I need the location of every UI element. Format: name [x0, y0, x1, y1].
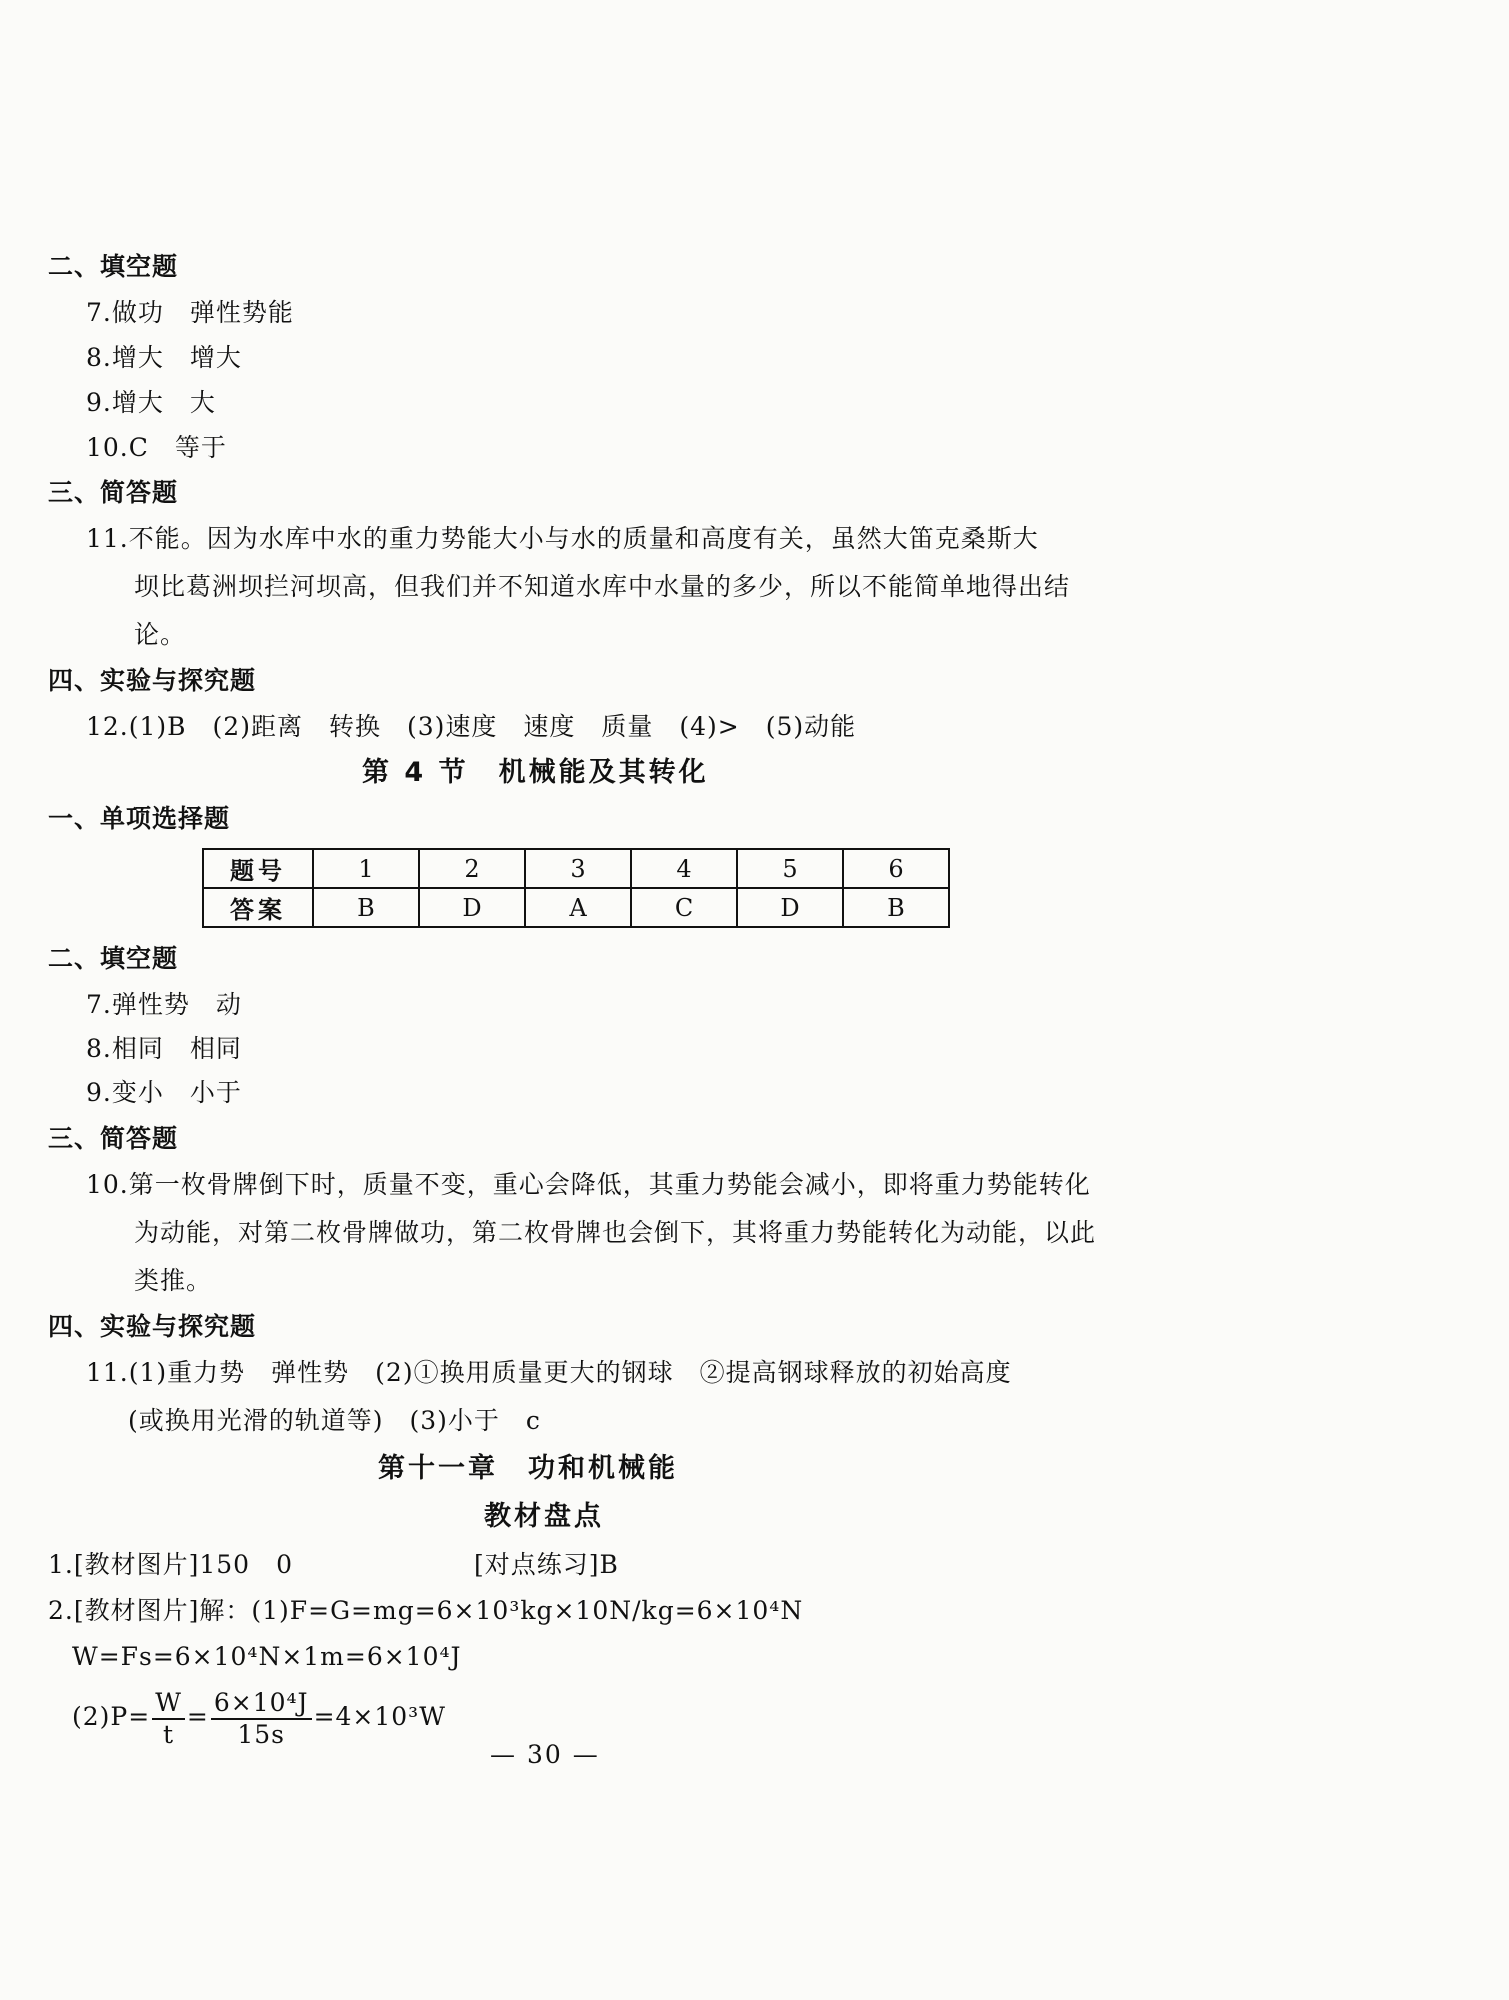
- fraction-numerator: 6×10⁴J: [211, 1688, 312, 1720]
- table-cell: D: [419, 888, 525, 927]
- table-row: [203, 849, 949, 888]
- answer-line: [48, 1594, 803, 1628]
- answer-line: 8.增大 增大: [86, 343, 242, 372]
- table-cell: B: [843, 888, 949, 927]
- answer-paragraph-line: 10.第一枚骨牌倒下时，质量不变，重心会降低，其重力势能会减小，即将重力势能转化: [86, 1170, 1091, 1199]
- chapter-title: 第十一章 功和机械能: [378, 1453, 678, 1484]
- section-title: 第 4 节 机械能及其转化: [362, 757, 709, 788]
- answer-paragraph-line: 11.不能。因为水库中水的重力势能大小与水的质量和高度有关，虽然大笛克桑斯大: [86, 524, 1039, 553]
- table-cell: C: [631, 888, 737, 927]
- answer-line: [对点练习]B: [474, 1550, 619, 1579]
- answer-line: 12.(1)B (2)距离 转换 (3)速度 速度 质量 (4)> (5)动能: [86, 712, 857, 741]
- table-cell: A: [525, 888, 631, 927]
- answer-line: 1.[教材图片]150 0: [48, 1550, 293, 1579]
- equation-power: (2)P= $\frac{W}{t}$ = $\frac{\text{6×10⁴J}}{15s}$ =4×10³W: [72, 1687, 446, 1749]
- section-heading-fill-blank: 二、填空题: [48, 252, 179, 281]
- table-cell: 6: [843, 849, 949, 888]
- answer-line: 11.(1)重力势 弹性势 (2)①换用质量更大的钢球 ②提高钢球释放的初始高度: [86, 1358, 1012, 1387]
- answer-line: (或换用光滑的轨道等) (3)小于 c: [128, 1406, 541, 1435]
- section-heading-experiment: 四、实验与探究题: [48, 1312, 257, 1341]
- answer-line: 10.C 等于: [86, 433, 227, 462]
- table-cell: B: [313, 888, 419, 927]
- answer-line: 9.增大 大: [86, 388, 216, 417]
- equation-label: (2)P=: [72, 1702, 151, 1731]
- table-header-cell: 题号: [203, 849, 313, 888]
- equation-result: =4×10³W: [313, 1702, 446, 1731]
- table-cell: 2: [419, 849, 525, 888]
- answer-line: 7.弹性势 动: [86, 990, 242, 1019]
- table-cell: 4: [631, 849, 737, 888]
- answer-line: 9.变小 小于: [86, 1078, 242, 1107]
- table-row: [203, 888, 949, 927]
- page-number: — 30 —: [490, 1740, 600, 1769]
- section-heading-short-answer: 三、简答题: [48, 1124, 179, 1153]
- table-cell: 1: [313, 849, 419, 888]
- chapter-subtitle: 教材盘点: [484, 1501, 604, 1532]
- fraction-denominator: t: [163, 1719, 175, 1749]
- answer-line: 8.相同 相同: [86, 1034, 242, 1063]
- equation: F=G=mg=6×10³kg×10N/kg=6×10⁴N: [289, 1596, 804, 1625]
- fraction-denominator: 15s: [237, 1719, 286, 1749]
- table-cell: D: [737, 888, 843, 927]
- answer-table: [202, 848, 950, 928]
- table-cell: 3: [525, 849, 631, 888]
- fraction-numerator: W: [152, 1688, 185, 1720]
- section-heading-experiment: 四、实验与探究题: [48, 666, 257, 695]
- table-header-cell: 答案: [203, 888, 313, 927]
- section-heading-fill-blank: 二、填空题: [48, 944, 179, 973]
- fraction: [211, 1688, 312, 1750]
- answer-paragraph-line: 为动能，对第二枚骨牌做功，第二枚骨牌也会倒下，其将重力势能转化为动能，以此: [134, 1218, 1097, 1247]
- answer-line: 7.做功 弹性势能: [86, 298, 294, 327]
- answer-paragraph-line: 类推。: [134, 1266, 213, 1295]
- section-heading-single-choice: 一、单项选择题: [48, 804, 231, 833]
- answer-paragraph-line: 坝比葛洲坝拦河坝高，但我们并不知道水库中水量的多少，所以不能简单地得出结: [134, 572, 1071, 601]
- table-cell: 5: [737, 849, 843, 888]
- answer-paragraph-line: 论。: [134, 620, 187, 649]
- equation: W=Fs=6×10⁴N×1m=6×10⁴J: [72, 1642, 462, 1671]
- item-prefix: 2.[教材图片]解：(1): [48, 1596, 290, 1625]
- section-heading-short-answer: 三、简答题: [48, 478, 179, 507]
- fraction: [152, 1688, 185, 1750]
